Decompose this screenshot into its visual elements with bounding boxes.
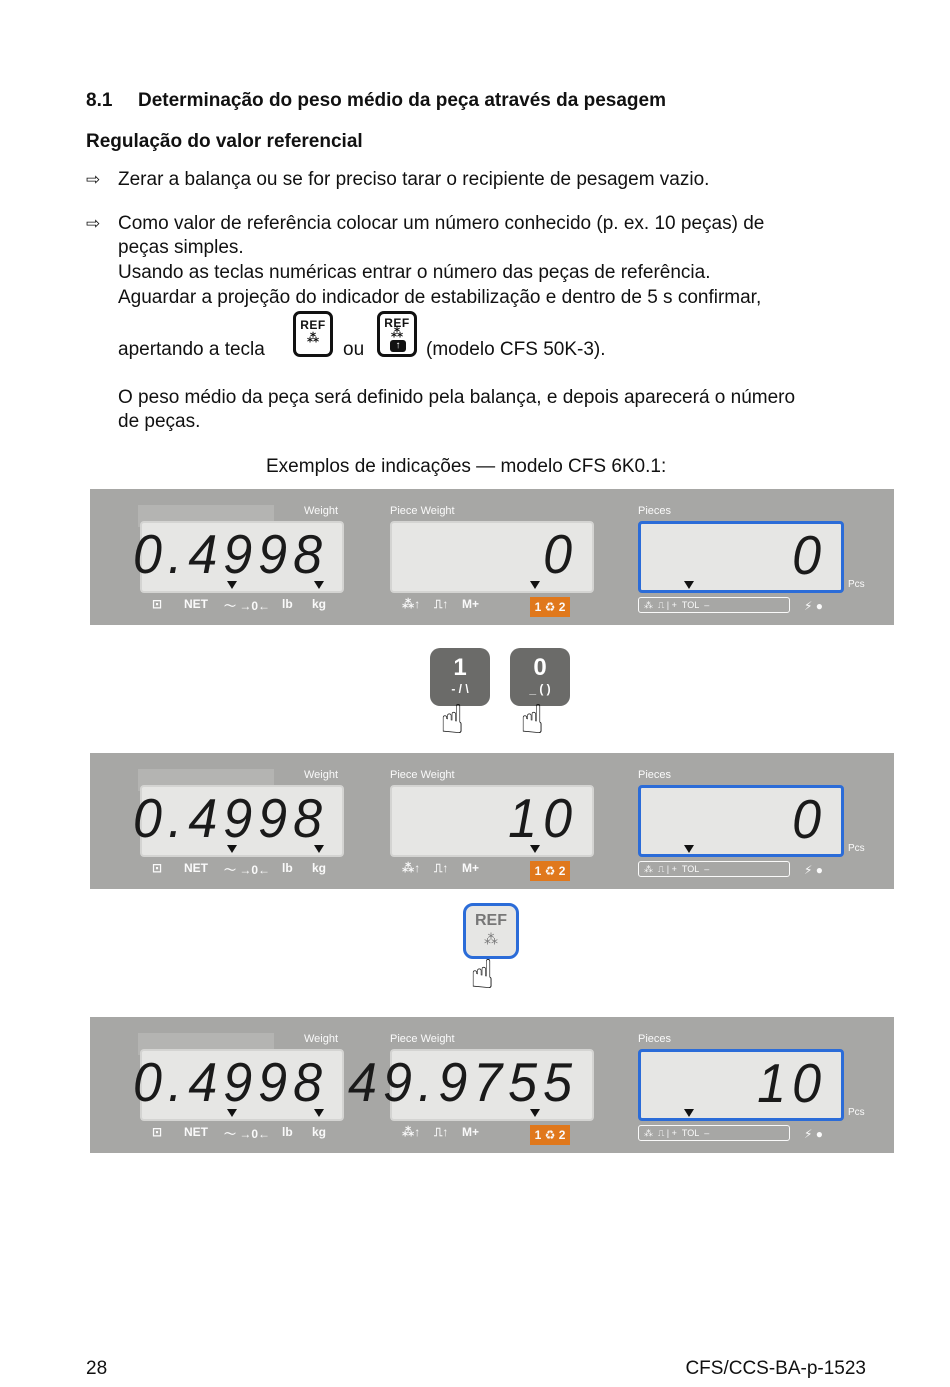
pieces-display xyxy=(638,1049,844,1121)
indicator-arrow-icon xyxy=(684,1109,694,1117)
indicator-arrow-icon xyxy=(314,581,324,589)
pieces-value: 0 xyxy=(792,789,827,851)
section-title: Determinação do peso médio da peça através da pesagem xyxy=(138,90,666,111)
charge-icon: ⚡ ● xyxy=(804,1127,824,1141)
pieces-display xyxy=(638,785,844,857)
bullet-text: apertando a tecla xyxy=(118,339,265,360)
tol-strip: ⁂ ⎍ | + TOL – xyxy=(638,861,790,877)
tare-arrow-icon: ⎍↑ xyxy=(434,1125,449,1139)
lb-label: lb xyxy=(282,597,293,611)
pieces-arrow-icon: ⁂↑ xyxy=(402,861,421,875)
weight-label: Weight xyxy=(304,505,339,517)
stable-icon: 〜 →0← xyxy=(224,599,271,613)
pieces-icon: ⁂ xyxy=(306,331,320,345)
weight-label: Weight xyxy=(304,769,339,781)
paragraph-text: O peso médio da peça será definido pela balança, e depois aparecerá o número xyxy=(118,387,796,408)
tol-label: TOL xyxy=(681,1128,700,1138)
bullet-text: Aguardar a projeção do indicador de estabilização e dentro de 5 s confirmar, xyxy=(118,287,762,308)
charge-icon: ⚡ ● xyxy=(804,863,824,877)
stable-icon: 〜 →0← xyxy=(224,863,271,877)
stable-icon: 〜 →0← xyxy=(224,1127,271,1141)
display-panel xyxy=(90,1017,894,1153)
piece-weight-value: 0 xyxy=(543,524,578,586)
ref-key-label: REF xyxy=(384,316,410,330)
mplus-label: M+ xyxy=(462,1125,480,1139)
battery-icon: ⊡ xyxy=(152,861,163,875)
indicator-arrow-icon xyxy=(314,1109,324,1117)
pcs-label: Pcs xyxy=(848,579,865,590)
piece-weight-label: Piece Weight xyxy=(390,1033,455,1045)
battery-icon: ⊡ xyxy=(152,597,163,611)
pieces-arrow-icon: ⁂↑ xyxy=(402,597,421,611)
pieces-value: 10 xyxy=(757,1053,827,1115)
piece-weight-label: Piece Weight xyxy=(390,505,455,517)
ref-key-label: REF xyxy=(475,912,507,929)
piece-weight-value: 10 xyxy=(508,788,578,850)
piece-weight-display xyxy=(390,521,594,593)
net-label: NET xyxy=(184,861,208,875)
piece-weight-label: Piece Weight xyxy=(390,769,455,781)
indicator-arrow-icon xyxy=(530,581,540,589)
pcs-label: Pcs xyxy=(848,843,865,854)
lb-label: lb xyxy=(282,861,293,875)
pieces-label: Pieces xyxy=(638,769,672,781)
mplus-label: M+ xyxy=(462,861,480,875)
kg-label: kg xyxy=(312,861,327,875)
pieces-label: Pieces xyxy=(638,1033,672,1045)
weight-value: 0.4998 xyxy=(132,524,328,586)
tol-strip: ⁂ ⎍ | + TOL – xyxy=(638,597,790,613)
display-panel xyxy=(90,753,894,889)
bullet-text: ou xyxy=(343,339,365,360)
display-panel xyxy=(90,489,894,625)
kg-label: kg xyxy=(312,1125,327,1139)
tol-label: TOL xyxy=(681,600,700,610)
key-1-sub: - / \ xyxy=(451,682,469,696)
bullet-text: (modelo CFS 50K-3). xyxy=(426,339,606,360)
weight-value: 0.4998 xyxy=(132,788,328,850)
figure-caption: Exemplos de indicações — modelo CFS 6K0.1: xyxy=(266,456,667,477)
indicator-arrow-icon xyxy=(684,845,694,853)
indicator-arrow-icon xyxy=(227,581,237,589)
document-code: CFS/CCS-BA-p-1523 xyxy=(685,1358,866,1379)
tare-arrow-icon: ⎍↑ xyxy=(434,597,449,611)
piece-weight-display xyxy=(348,1049,594,1121)
indicator-arrow-icon xyxy=(530,845,540,853)
pcs-label: Pcs xyxy=(848,1107,865,1118)
pieces-display xyxy=(638,521,844,593)
pieces-icon: ⁂ xyxy=(484,931,498,947)
indicator-arrow-icon xyxy=(684,581,694,589)
indicator-arrow-icon xyxy=(227,1109,237,1117)
net-label: NET xyxy=(184,597,208,611)
mplus-label: M+ xyxy=(462,597,480,611)
pieces-arrow-icon: ⁂↑ xyxy=(402,1125,421,1139)
battery-icon: ⊡ xyxy=(152,1125,163,1139)
key-0-label: 0 xyxy=(533,654,547,681)
bullet-text: peças simples. xyxy=(118,237,244,258)
tare-arrow-icon: ⎍↑ xyxy=(434,861,449,875)
ref-key-icon xyxy=(293,311,333,357)
ref-enter-key-icon xyxy=(377,311,417,357)
indicator-arrow-icon xyxy=(530,1109,540,1117)
weight-value: 0.4998 xyxy=(132,1052,328,1114)
section-heading xyxy=(86,90,666,112)
pieces-icon: ⁂ xyxy=(390,326,404,340)
indicator-arrow-icon xyxy=(314,845,324,853)
subsection-heading: Regulação do valor referencial xyxy=(86,131,363,152)
charge-icon: ⚡ ● xyxy=(804,599,824,613)
bullet-text: Usando as teclas numéricas entrar o número das peças de referência. xyxy=(118,262,711,283)
pieces-value: 0 xyxy=(792,525,827,587)
weight-label: Weight xyxy=(304,1033,339,1045)
page-number: 28 xyxy=(86,1358,108,1379)
pointing-hand-icon: ☝ xyxy=(470,953,495,997)
range-badge: 1 ♻ 2 xyxy=(530,1125,570,1145)
bullet-text: Como valor de referência colocar um número conhecido (p. ex. 10 peças) de xyxy=(118,213,765,234)
pieces-label: Pieces xyxy=(638,505,672,517)
piece-weight-value: 49.9755 xyxy=(348,1052,578,1114)
piece-weight-display xyxy=(390,785,594,857)
ref-key[interactable] xyxy=(463,903,519,959)
paragraph-text: de peças. xyxy=(118,411,201,432)
tol-label: TOL xyxy=(681,864,700,874)
arrow-up-icon: ↑ xyxy=(390,340,406,352)
pointing-hand-icon: ☝ xyxy=(520,698,545,742)
range-badge: 1 ♻ 2 xyxy=(530,861,570,881)
indicator-arrow-icon xyxy=(227,845,237,853)
ref-key-label: REF xyxy=(300,318,326,332)
bullet-text: Zerar a balança ou se for preciso tarar o recipiente de pesagem vazio. xyxy=(118,169,710,190)
section-number: 8.1 xyxy=(86,90,113,111)
key-1-label: 1 xyxy=(453,654,467,681)
pointing-hand-icon: ☝ xyxy=(440,698,465,742)
net-label: NET xyxy=(184,1125,208,1139)
kg-label: kg xyxy=(312,597,327,611)
range-badge: 1 ♻ 2 xyxy=(530,597,570,617)
tol-strip: ⁂ ⎍ | + TOL – xyxy=(638,1125,790,1141)
key-0-sub: _ ( ) xyxy=(529,682,551,696)
lb-label: lb xyxy=(282,1125,293,1139)
